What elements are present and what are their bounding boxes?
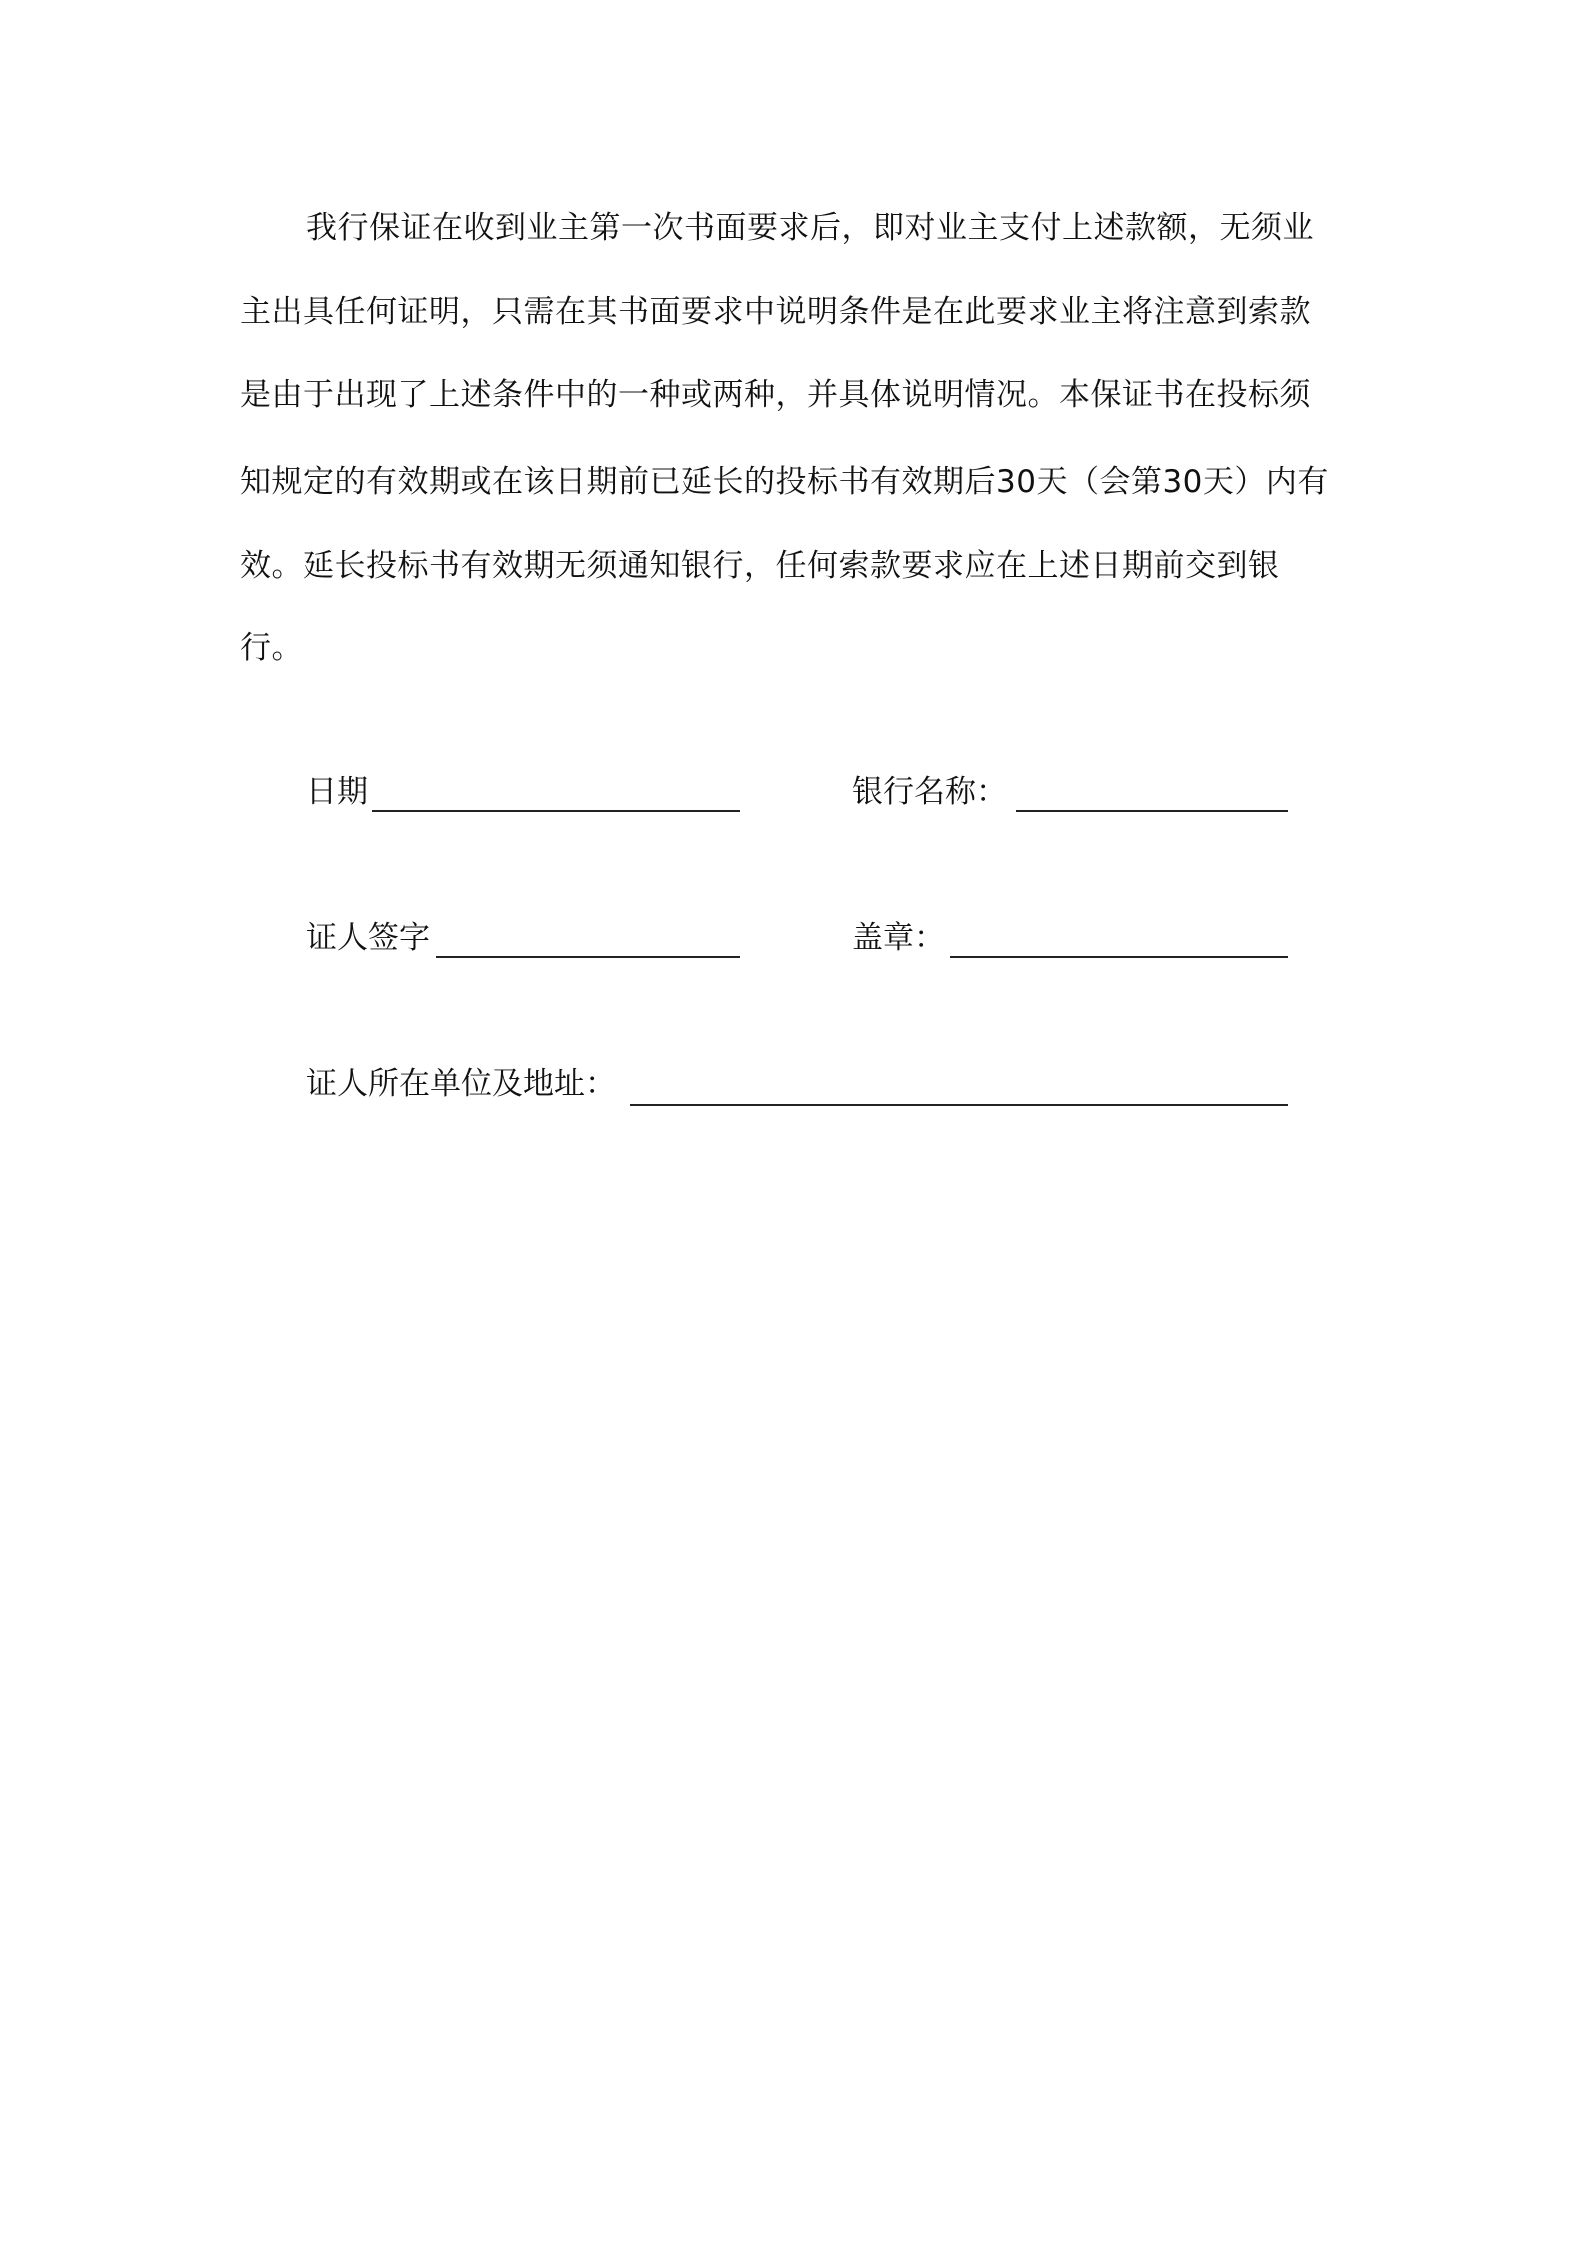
paragraph-line-4: 知规定的有效期或在该日期前已延长的投标书有效期后30天（会第30天）内有 xyxy=(240,464,1329,500)
bank-name-field-line[interactable] xyxy=(1016,810,1288,812)
date-label: 日期 xyxy=(306,774,368,810)
seal-field-line[interactable] xyxy=(950,956,1288,958)
witness-signature-label: 证人签字 xyxy=(306,920,430,956)
witness-address-label: 证人所在单位及地址： xyxy=(306,1066,616,1102)
witness-address-field-line[interactable] xyxy=(630,1104,1288,1106)
paragraph-line-3: 是由于出现了上述条件中的一种或两种，并具体说明情况。本保证书在投标须 xyxy=(240,377,1311,413)
paragraph-line-5: 效。延长投标书有效期无须通知银行，任何索款要求应在上述日期前交到银 xyxy=(240,548,1280,584)
paragraph-line-1: 我行保证在收到业主第一次书面要求后，即对业主支付上述款额，无须业 xyxy=(306,210,1314,246)
paragraph-line-2: 主出具任何证明，只需在其书面要求中说明条件是在此要求业主将注意到索款 xyxy=(240,294,1311,330)
paragraph-line-6: 行。 xyxy=(240,630,303,666)
seal-label: 盖章： xyxy=(852,920,945,956)
witness-signature-field-line[interactable] xyxy=(436,956,740,958)
bank-name-label: 银行名称： xyxy=(852,774,1007,810)
date-field-line[interactable] xyxy=(372,810,740,812)
